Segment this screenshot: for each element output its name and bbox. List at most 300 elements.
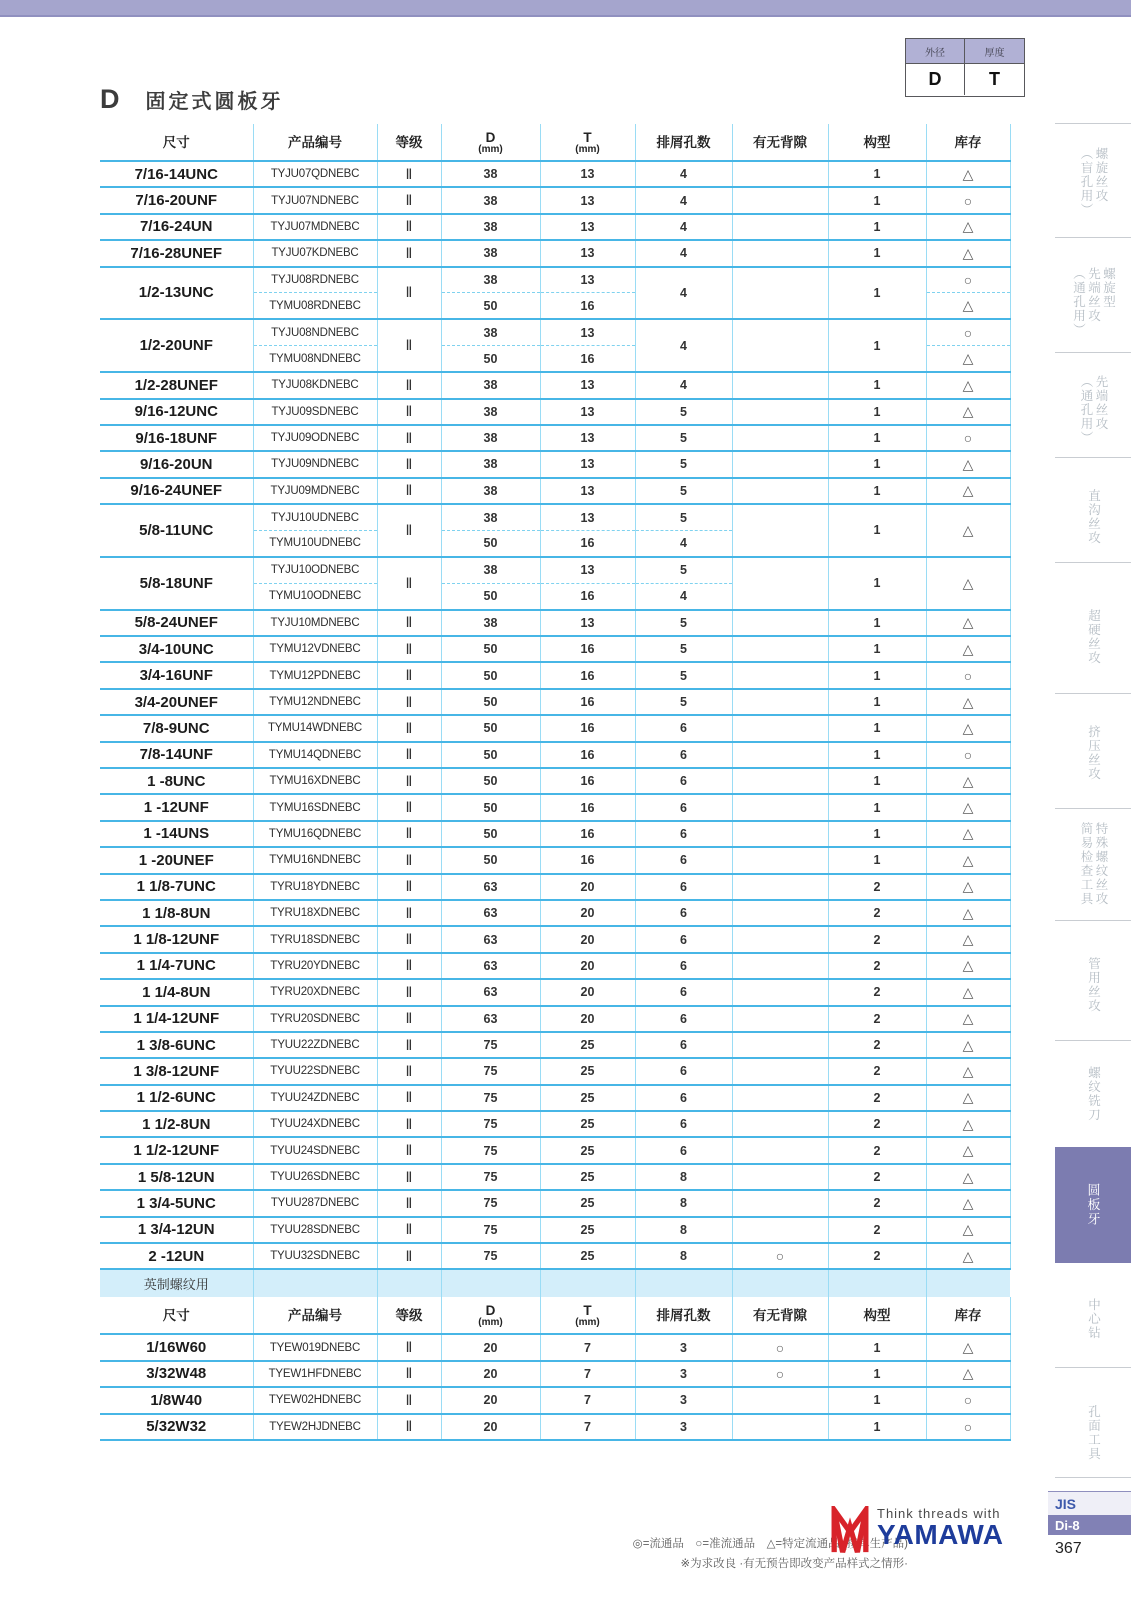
table-cell: 1/16W60 bbox=[100, 1334, 253, 1360]
table-row bbox=[100, 1111, 1010, 1137]
table-cell: TYUU26SDNEBC bbox=[253, 1164, 377, 1190]
brand-tagline: Think threads with bbox=[877, 1506, 1001, 1521]
table-cell: 1 bbox=[828, 425, 926, 451]
table-row bbox=[100, 478, 1010, 504]
section-band-cell bbox=[635, 1269, 732, 1297]
table-cell: 38 bbox=[441, 267, 540, 293]
table-row bbox=[100, 742, 1010, 768]
table-row bbox=[100, 1361, 1010, 1387]
table-cell: 63 bbox=[441, 926, 540, 952]
table-cell: TYMU12NDNEBC bbox=[253, 689, 377, 715]
table-cell: 25 bbox=[540, 1137, 635, 1163]
table-cell: 50 bbox=[441, 715, 540, 741]
legend-outer-diameter-label: 外径 bbox=[906, 39, 965, 64]
table-cell: 8 bbox=[635, 1164, 732, 1190]
table-row bbox=[100, 821, 1010, 847]
table-row bbox=[100, 1032, 1010, 1058]
disclaimer-note: ※为求改良 ·有无预告即改变产品样式之情形· bbox=[680, 1558, 908, 1570]
table-cell: 1 bbox=[828, 847, 926, 873]
table-cell: TYJU09ODNEBC bbox=[253, 425, 377, 451]
table-cell: TYMU16XDNEBC bbox=[253, 768, 377, 794]
table-cell: △ bbox=[926, 1217, 1010, 1243]
table-cell: 7 bbox=[540, 1361, 635, 1387]
table-cell: 16 bbox=[540, 768, 635, 794]
sidebar-item-label: 挤压丝攻 bbox=[1086, 725, 1101, 781]
table-cell: TYJU07KDNEBC bbox=[253, 240, 377, 266]
table-cell: 3 bbox=[635, 1334, 732, 1360]
table-cell: Ⅱ bbox=[377, 953, 441, 979]
table-cell: 75 bbox=[441, 1243, 540, 1269]
table-cell: 1 bbox=[828, 267, 926, 320]
table-cell: TYMU16SDNEBC bbox=[253, 794, 377, 820]
page-number: 367 bbox=[1055, 1540, 1082, 1557]
sidebar-item-label: 中心钻 bbox=[1086, 1298, 1101, 1340]
table-cell: Ⅱ bbox=[377, 267, 441, 320]
table-cell: 13 bbox=[540, 451, 635, 477]
sidebar-item bbox=[1055, 133, 1131, 231]
table-cell: 6 bbox=[635, 821, 732, 847]
table-cell: 20 bbox=[441, 1414, 540, 1440]
table-cell: 1 1/2-6UNC bbox=[100, 1085, 253, 1111]
table-cell: 1 1/2-12UNF bbox=[100, 1137, 253, 1163]
column-header: 等级 bbox=[377, 1297, 441, 1334]
table-cell: 75 bbox=[441, 1032, 540, 1058]
table-cell: △ bbox=[926, 504, 1010, 557]
table-cell: TYEW2HJDNEBC bbox=[253, 1414, 377, 1440]
table-cell: 7 bbox=[540, 1334, 635, 1360]
section-title: 固定式圆板牙 bbox=[145, 91, 284, 113]
sidebar-divider bbox=[1055, 1367, 1131, 1368]
table-cell: 1 bbox=[828, 399, 926, 425]
stock-legend-note: ◎=流通品 ○=准流通品 △=特定流通品 (接单生产品) bbox=[632, 1538, 908, 1550]
table-cell: 5/8-18UNF bbox=[100, 557, 253, 610]
table-row bbox=[100, 900, 1010, 926]
table-cell: 2 bbox=[828, 979, 926, 1005]
table-cell bbox=[732, 847, 828, 873]
table-cell: 50 bbox=[441, 689, 540, 715]
table-cell: 6 bbox=[635, 794, 732, 820]
section-band-cell bbox=[732, 1269, 828, 1297]
table-row bbox=[100, 1334, 1010, 1360]
table-cell: 50 bbox=[441, 768, 540, 794]
table-cell: 13 bbox=[540, 372, 635, 398]
table-cell: 1 3/4-5UNC bbox=[100, 1190, 253, 1216]
table-cell: 13 bbox=[540, 267, 635, 293]
table-cell: Ⅱ bbox=[377, 214, 441, 240]
table-cell: △ bbox=[926, 1164, 1010, 1190]
sidebar-item bbox=[1055, 1395, 1131, 1471]
table-cell: Ⅱ bbox=[377, 1334, 441, 1360]
table-cell: 13 bbox=[540, 399, 635, 425]
table-cell: 6 bbox=[635, 768, 732, 794]
table-cell: 75 bbox=[441, 1137, 540, 1163]
table-row bbox=[100, 451, 1010, 477]
table-cell: Ⅱ bbox=[377, 821, 441, 847]
table-cell: 1 bbox=[828, 1414, 926, 1440]
table-cell: 16 bbox=[540, 847, 635, 873]
table-cell: TYJU08RDNEBC bbox=[253, 267, 377, 293]
table-cell: 2 bbox=[828, 1032, 926, 1058]
table-cell: Ⅱ bbox=[377, 768, 441, 794]
table-cell: △ bbox=[926, 1190, 1010, 1216]
top-accent-bar bbox=[0, 0, 1131, 17]
table-cell: TYRU18XDNEBC bbox=[253, 900, 377, 926]
section-band-label: 英制螺纹用 bbox=[100, 1269, 253, 1297]
column-header: 有无背隙 bbox=[732, 1297, 828, 1334]
table-cell: 25 bbox=[540, 1217, 635, 1243]
table-cell: 8 bbox=[635, 1217, 732, 1243]
table-cell: Ⅱ bbox=[377, 1361, 441, 1387]
table-cell: TYEW1HFDNEBC bbox=[253, 1361, 377, 1387]
table-cell: 7 bbox=[540, 1387, 635, 1413]
table-cell bbox=[732, 794, 828, 820]
sidebar-item-active bbox=[1055, 1147, 1131, 1263]
table-cell: TYMU16NDNEBC bbox=[253, 847, 377, 873]
table-cell: △ bbox=[926, 478, 1010, 504]
table-cell: 75 bbox=[441, 1111, 540, 1137]
table-cell bbox=[732, 715, 828, 741]
table-cell: 1 bbox=[828, 187, 926, 213]
table-row bbox=[100, 874, 1010, 900]
table-cell: 7/16-28UNEF bbox=[100, 240, 253, 266]
table-cell: TYJU07NDNEBC bbox=[253, 187, 377, 213]
table-cell: Ⅱ bbox=[377, 715, 441, 741]
table-cell bbox=[732, 1085, 828, 1111]
table-cell: 1 bbox=[828, 1334, 926, 1360]
table-cell: 4 bbox=[635, 319, 732, 372]
table-cell: 1 3/8-6UNC bbox=[100, 1032, 253, 1058]
column-header: T (mm) bbox=[540, 1297, 635, 1334]
table-cell: 9/16-24UNEF bbox=[100, 478, 253, 504]
table-cell: Ⅱ bbox=[377, 689, 441, 715]
table-cell: 4 bbox=[635, 530, 732, 556]
table-cell: △ bbox=[926, 953, 1010, 979]
table-cell: ○ bbox=[926, 187, 1010, 213]
table-cell: 13 bbox=[540, 187, 635, 213]
table-cell: 3 bbox=[635, 1414, 732, 1440]
table-cell: 1 bbox=[828, 557, 926, 610]
table-cell: TYRU20SDNEBC bbox=[253, 1006, 377, 1032]
table-cell: 1 -12UNF bbox=[100, 794, 253, 820]
table-cell: 4 bbox=[635, 583, 732, 609]
table-row bbox=[100, 399, 1010, 425]
table-row bbox=[100, 319, 1010, 345]
table-cell: 2 bbox=[828, 874, 926, 900]
sidebar-item-label: 直沟丝攻 bbox=[1086, 489, 1101, 545]
table-cell bbox=[732, 478, 828, 504]
table-cell: △ bbox=[926, 715, 1010, 741]
table-cell: Ⅱ bbox=[377, 1414, 441, 1440]
table-cell: 3/32W48 bbox=[100, 1361, 253, 1387]
table-cell: 2 bbox=[828, 1190, 926, 1216]
column-header: 排屑孔数 bbox=[635, 124, 732, 161]
table-cell: 7/16-24UN bbox=[100, 214, 253, 240]
table-cell: 2 bbox=[828, 1111, 926, 1137]
legend-d-value: D bbox=[906, 64, 965, 95]
table-row bbox=[100, 1164, 1010, 1190]
table-row bbox=[100, 161, 1010, 187]
sidebar-divider bbox=[1055, 562, 1131, 563]
table-cell: 5/32W32 bbox=[100, 1414, 253, 1440]
table-cell: Ⅱ bbox=[377, 662, 441, 688]
column-header: 产品编号 bbox=[253, 1297, 377, 1334]
table-row bbox=[100, 1006, 1010, 1032]
table-cell: △ bbox=[926, 979, 1010, 1005]
table-row bbox=[100, 926, 1010, 952]
table-cell: △ bbox=[926, 1006, 1010, 1032]
sidebar-item bbox=[1055, 812, 1131, 916]
table-cell: 1 bbox=[828, 662, 926, 688]
sidebar-item-label: 孔面工具 bbox=[1086, 1405, 1101, 1461]
table-cell: 6 bbox=[635, 1006, 732, 1032]
table-cell: 38 bbox=[441, 610, 540, 636]
table-cell: Ⅱ bbox=[377, 874, 441, 900]
sidebar-item bbox=[1055, 368, 1131, 452]
table-cell: 38 bbox=[441, 161, 540, 187]
table-cell: 1 -14UNS bbox=[100, 821, 253, 847]
sidebar-item-label: 螺旋丝攻 （盲孔用） bbox=[1079, 147, 1108, 217]
table-cell bbox=[732, 874, 828, 900]
table-cell: 50 bbox=[441, 530, 540, 556]
table-cell: TYMU08RDNEBC bbox=[253, 293, 377, 319]
table-cell: 50 bbox=[441, 636, 540, 662]
column-header: 构型 bbox=[828, 1297, 926, 1334]
column-header: 构型 bbox=[828, 124, 926, 161]
table-cell: Ⅱ bbox=[377, 1137, 441, 1163]
table-cell: Ⅱ bbox=[377, 1058, 441, 1084]
table-cell: △ bbox=[926, 346, 1010, 372]
table-cell: TYMU08NDNEBC bbox=[253, 346, 377, 372]
table-cell: 6 bbox=[635, 874, 732, 900]
di-series-label: Di-8 bbox=[1048, 1515, 1131, 1535]
sidebar-divider bbox=[1055, 1040, 1131, 1041]
table-cell: △ bbox=[926, 610, 1010, 636]
sidebar-item bbox=[1055, 713, 1131, 793]
table-cell: 2 bbox=[828, 953, 926, 979]
table-cell: Ⅱ bbox=[377, 1217, 441, 1243]
table-cell: 25 bbox=[540, 1190, 635, 1216]
table-cell: △ bbox=[926, 161, 1010, 187]
table-row bbox=[100, 662, 1010, 688]
table-cell: 50 bbox=[441, 821, 540, 847]
table-cell: Ⅱ bbox=[377, 319, 441, 372]
table-cell: TYMU14QDNEBC bbox=[253, 742, 377, 768]
table-cell: 20 bbox=[540, 953, 635, 979]
table-cell: 50 bbox=[441, 847, 540, 873]
table-cell: TYJU08NDNEBC bbox=[253, 319, 377, 345]
table-row bbox=[100, 187, 1010, 213]
table-cell: 20 bbox=[540, 900, 635, 926]
table-row bbox=[100, 715, 1010, 741]
table-row bbox=[100, 1217, 1010, 1243]
table-row bbox=[100, 768, 1010, 794]
footnotes bbox=[380, 1534, 908, 1574]
table-row bbox=[100, 610, 1010, 636]
table-cell: 6 bbox=[635, 1058, 732, 1084]
table-cell: 4 bbox=[635, 161, 732, 187]
table-cell: 1 1/8-12UNF bbox=[100, 926, 253, 952]
table-cell: △ bbox=[926, 794, 1010, 820]
table-cell: 20 bbox=[441, 1387, 540, 1413]
sidebar-item bbox=[1055, 477, 1131, 557]
table-cell: △ bbox=[926, 214, 1010, 240]
legend-t-value: T bbox=[989, 69, 1000, 89]
product-table bbox=[100, 124, 1011, 1441]
table-cell: 2 bbox=[828, 1006, 926, 1032]
table-cell: 1 bbox=[828, 1361, 926, 1387]
table-row bbox=[100, 794, 1010, 820]
sidebar-divider bbox=[1055, 123, 1131, 124]
table-cell: 2 bbox=[828, 1085, 926, 1111]
table-cell bbox=[732, 1032, 828, 1058]
column-header: 排屑孔数 bbox=[635, 1297, 732, 1334]
table-cell: 16 bbox=[540, 715, 635, 741]
table-cell: △ bbox=[926, 1085, 1010, 1111]
table-cell: 16 bbox=[540, 742, 635, 768]
table-cell: ○ bbox=[732, 1243, 828, 1269]
brand-text bbox=[877, 1506, 1003, 1548]
table-cell: ○ bbox=[732, 1361, 828, 1387]
section-band-cell bbox=[540, 1269, 635, 1297]
column-header: 等级 bbox=[377, 124, 441, 161]
table-cell: 6 bbox=[635, 1137, 732, 1163]
table-cell: 1 bbox=[828, 451, 926, 477]
table-cell: 2 bbox=[828, 1137, 926, 1163]
table-row bbox=[100, 214, 1010, 240]
table-cell: 20 bbox=[441, 1334, 540, 1360]
table-cell: △ bbox=[926, 557, 1010, 610]
table-cell: 16 bbox=[540, 293, 635, 319]
table-cell: TYJU09SDNEBC bbox=[253, 399, 377, 425]
table-row bbox=[100, 1243, 1010, 1269]
table-cell: 1 bbox=[828, 372, 926, 398]
table-cell: 9/16-12UNC bbox=[100, 399, 253, 425]
table-cell: Ⅱ bbox=[377, 794, 441, 820]
table-cell: 6 bbox=[635, 1085, 732, 1111]
table-cell: Ⅱ bbox=[377, 1387, 441, 1413]
table-cell: ○ bbox=[926, 742, 1010, 768]
table-cell: TYUU24SDNEBC bbox=[253, 1137, 377, 1163]
column-header: 尺寸 bbox=[100, 124, 253, 161]
table-cell: TYMU16QDNEBC bbox=[253, 821, 377, 847]
table-cell: 1 bbox=[828, 504, 926, 557]
table-cell: 16 bbox=[540, 821, 635, 847]
table-cell bbox=[732, 1137, 828, 1163]
table-cell: 2 bbox=[828, 1164, 926, 1190]
brand-name: YAMAWA bbox=[877, 1519, 1004, 1550]
table-cell: 4 bbox=[635, 214, 732, 240]
table-cell bbox=[732, 557, 828, 610]
table-cell: 7 bbox=[540, 1414, 635, 1440]
table-cell: 38 bbox=[441, 187, 540, 213]
table-cell: 6 bbox=[635, 953, 732, 979]
table-cell: △ bbox=[926, 1334, 1010, 1360]
table-cell bbox=[732, 1217, 828, 1243]
table-cell bbox=[732, 953, 828, 979]
table-cell bbox=[732, 1006, 828, 1032]
table-cell: TYJU07MDNEBC bbox=[253, 214, 377, 240]
table-cell: 75 bbox=[441, 1164, 540, 1190]
table-cell: TYUU32SDNEBC bbox=[253, 1243, 377, 1269]
table-cell: TYUU24XDNEBC bbox=[253, 1111, 377, 1137]
sidebar-divider bbox=[1055, 693, 1131, 694]
table-cell bbox=[732, 425, 828, 451]
sidebar-divider bbox=[1055, 237, 1131, 238]
table-cell: 13 bbox=[540, 319, 635, 345]
table-cell bbox=[732, 1414, 828, 1440]
table-cell: TYJU07QDNEBC bbox=[253, 161, 377, 187]
table-cell: Ⅱ bbox=[377, 240, 441, 266]
table-cell: 50 bbox=[441, 662, 540, 688]
brand-logo bbox=[831, 1506, 1003, 1556]
table-cell: 3/4-16UNF bbox=[100, 662, 253, 688]
table-cell: 1 3/4-12UN bbox=[100, 1217, 253, 1243]
table-cell: 2 bbox=[828, 926, 926, 952]
table-row bbox=[100, 240, 1010, 266]
table-cell: △ bbox=[926, 1137, 1010, 1163]
column-header: D (mm) bbox=[441, 1297, 540, 1334]
table-cell: △ bbox=[926, 900, 1010, 926]
table-cell: 2 bbox=[828, 900, 926, 926]
table-cell: 20 bbox=[540, 979, 635, 1005]
section-letter: D bbox=[100, 84, 120, 114]
table-cell: 2 bbox=[828, 1217, 926, 1243]
sidebar-item-label: 特殊螺纹丝攻 简易检查工具 bbox=[1079, 822, 1108, 906]
table-cell: 1 bbox=[828, 742, 926, 768]
table-cell: 25 bbox=[540, 1032, 635, 1058]
table-row bbox=[100, 1085, 1010, 1111]
table-cell: 1 1/4-8UN bbox=[100, 979, 253, 1005]
sidebar-divider bbox=[1055, 808, 1131, 809]
section-band-row bbox=[100, 1269, 1010, 1297]
table-cell: 16 bbox=[540, 636, 635, 662]
table-cell: △ bbox=[926, 293, 1010, 319]
table-cell: Ⅱ bbox=[377, 1111, 441, 1137]
table-header-row bbox=[100, 124, 1010, 161]
table-cell: 5 bbox=[635, 557, 732, 583]
table-cell: TYJU08KDNEBC bbox=[253, 372, 377, 398]
table-cell: 1 1/4-12UNF bbox=[100, 1006, 253, 1032]
table-cell: ○ bbox=[732, 1334, 828, 1360]
table-cell: 7/8-14UNF bbox=[100, 742, 253, 768]
table-cell: 8 bbox=[635, 1243, 732, 1269]
table-cell: 6 bbox=[635, 715, 732, 741]
table-row bbox=[100, 557, 1010, 583]
column-header: 尺寸 bbox=[100, 1297, 253, 1334]
sidebar-divider bbox=[1055, 352, 1131, 353]
table-cell: 13 bbox=[540, 214, 635, 240]
table-cell: Ⅱ bbox=[377, 1085, 441, 1111]
table-cell: 20 bbox=[441, 1361, 540, 1387]
table-cell: 1 bbox=[828, 715, 926, 741]
table-cell: 2 bbox=[828, 1243, 926, 1269]
column-header: 库存 bbox=[926, 124, 1010, 161]
table-cell: 2 bbox=[828, 1058, 926, 1084]
table-cell: 16 bbox=[540, 346, 635, 372]
table-cell: TYRU20YDNEBC bbox=[253, 953, 377, 979]
table-cell: 38 bbox=[441, 319, 540, 345]
table-cell: Ⅱ bbox=[377, 1032, 441, 1058]
table-cell: 1 bbox=[828, 161, 926, 187]
table-cell: 4 bbox=[635, 267, 732, 320]
table-cell bbox=[732, 504, 828, 557]
page-title bbox=[100, 84, 284, 115]
table-cell: △ bbox=[926, 821, 1010, 847]
table-cell: △ bbox=[926, 636, 1010, 662]
table-cell bbox=[732, 267, 828, 320]
table-cell: TYRU20XDNEBC bbox=[253, 979, 377, 1005]
table-cell: 8 bbox=[635, 1190, 732, 1216]
